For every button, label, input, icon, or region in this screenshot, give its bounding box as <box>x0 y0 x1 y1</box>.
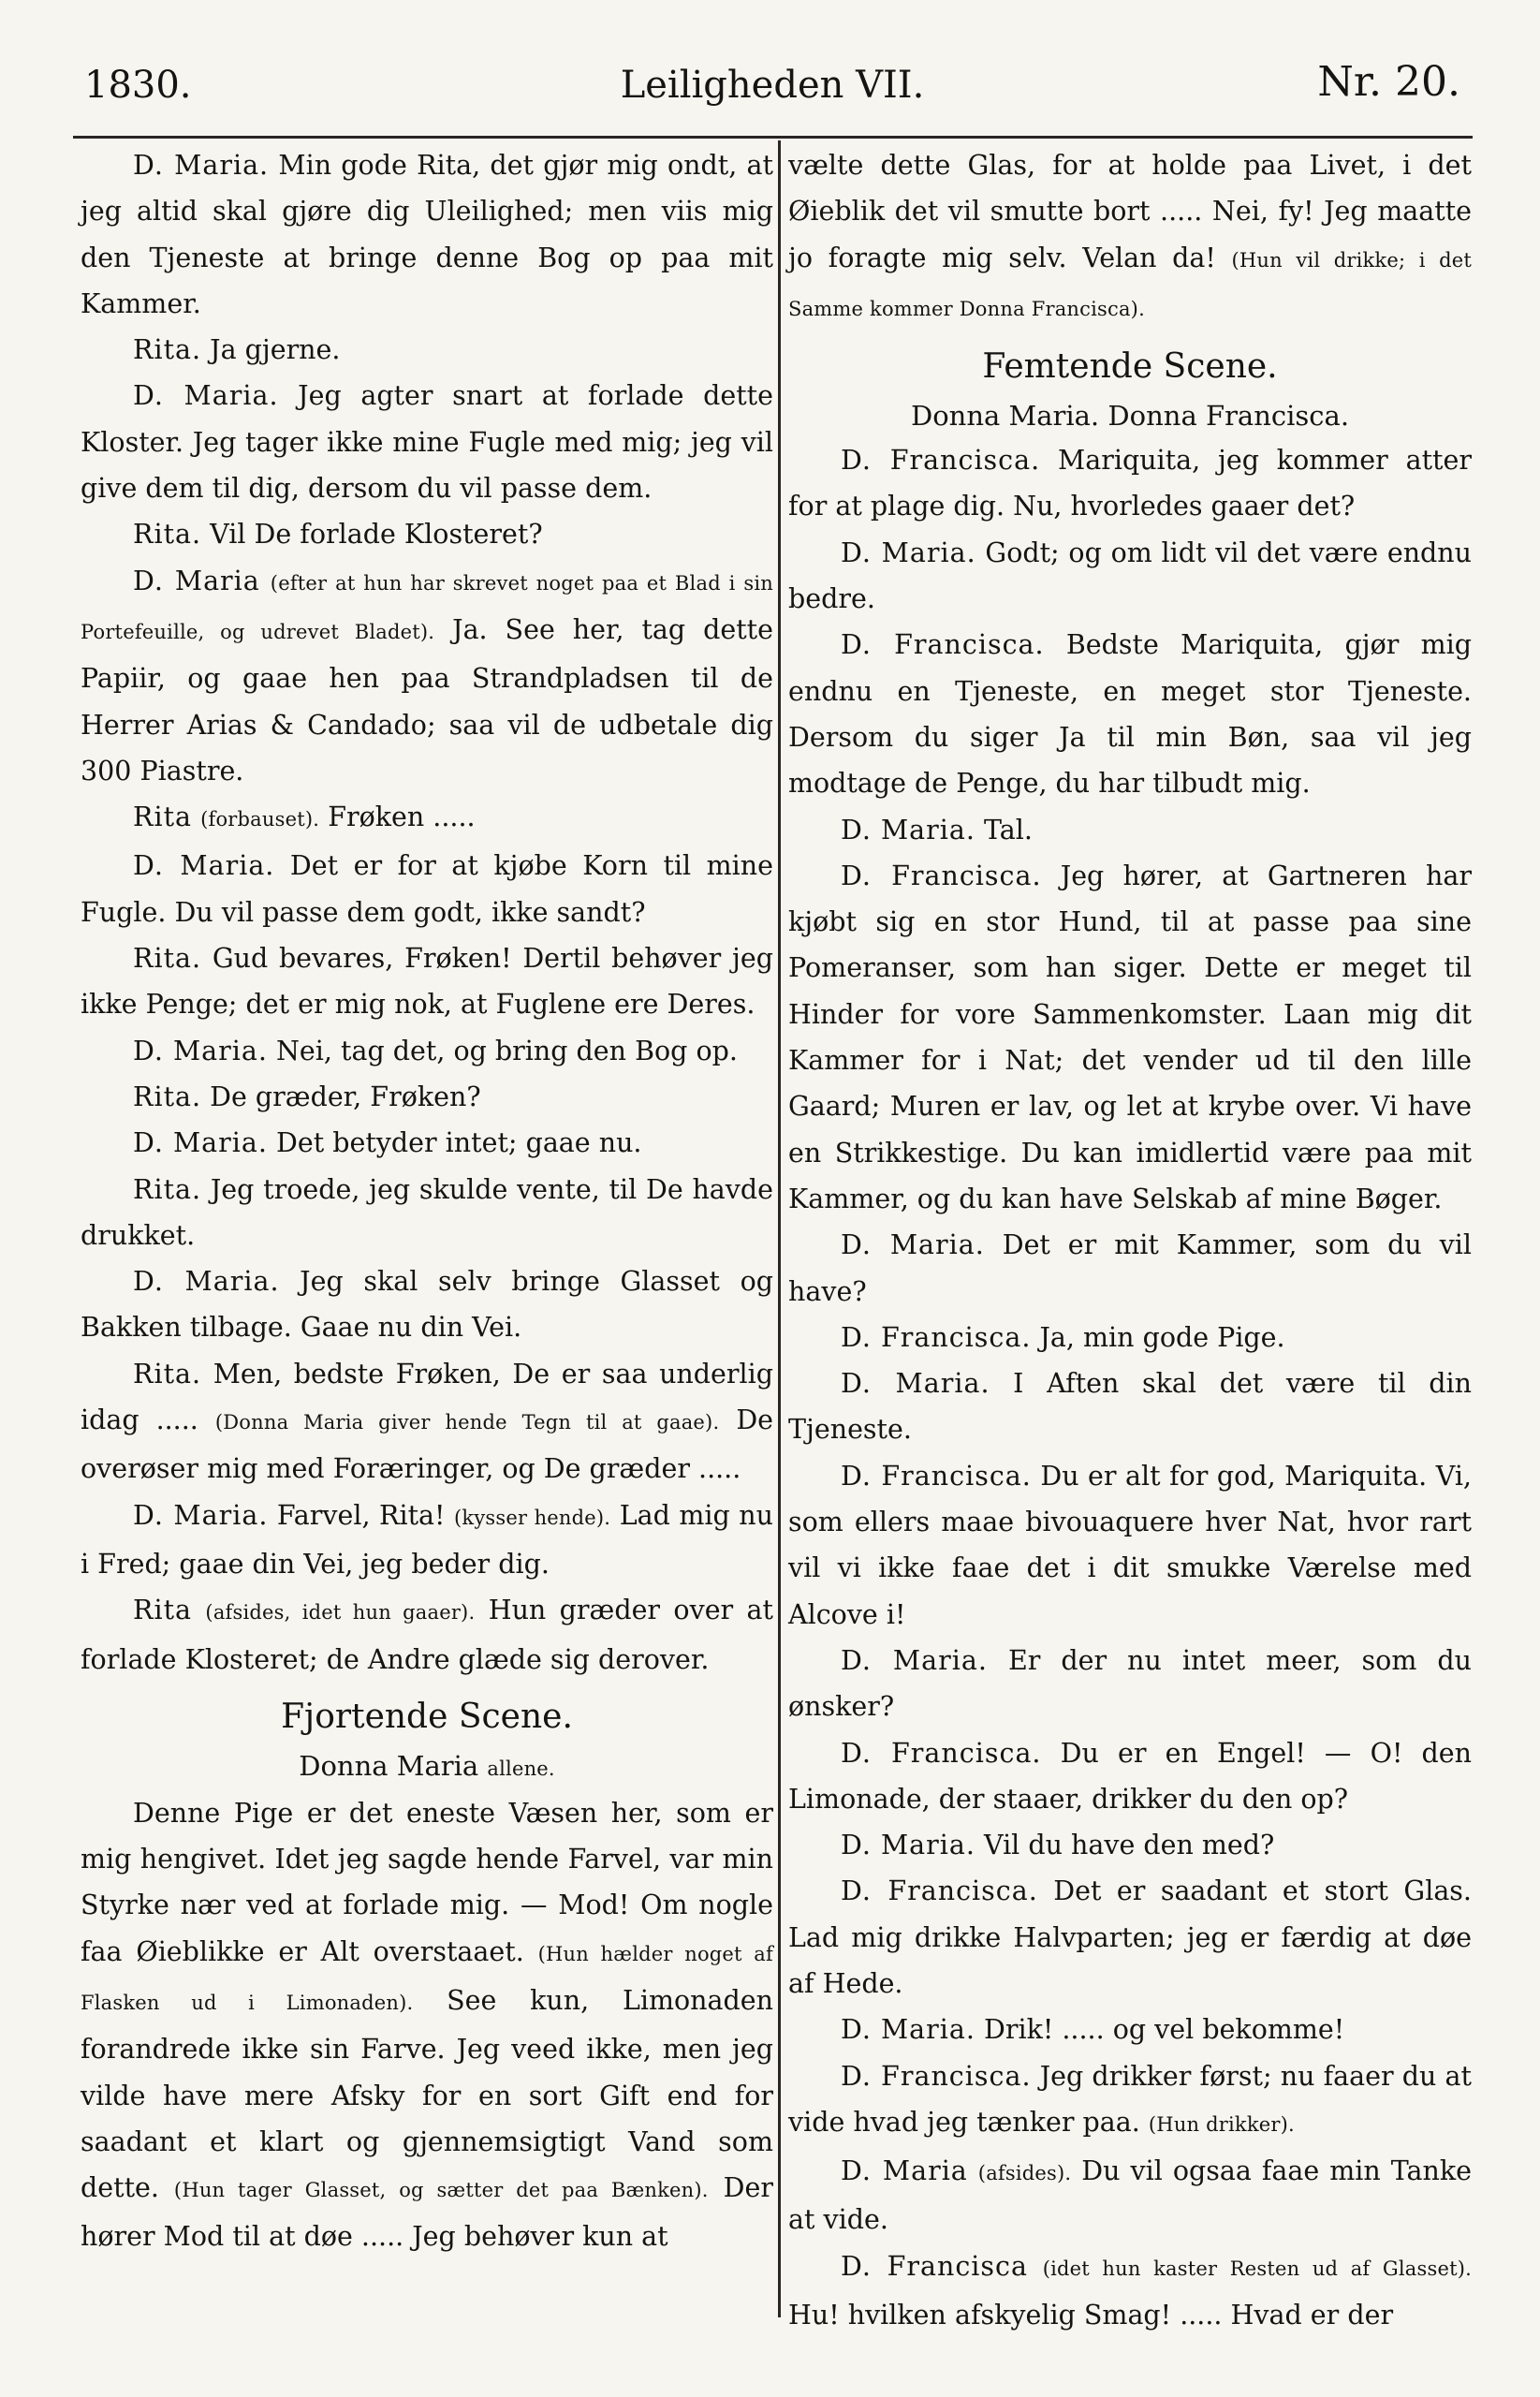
speech-text: Jeg skal selv bringe Glasset og Bakken tilbage. Gaae nu din Vei. <box>81 1266 773 1344</box>
speech-text: Det er for at kjøbe Korn til mine Fugle. Du vil passe dem godt, ikke sandt? <box>81 850 773 928</box>
stage-direction: (afsides). <box>977 2162 1072 2185</box>
speech <box>788 1822 1472 1868</box>
stage-direction: (efter at hun har skrevet noget paa et Blad i sin Portefeuille, og udrevet Bladet). <box>81 571 773 643</box>
speech-text: Vil du have den med? <box>983 1830 1275 1861</box>
left-column <box>81 142 773 2260</box>
speaker-name: D. Maria <box>133 565 260 596</box>
scene-14-monologue <box>81 1790 773 2260</box>
speech <box>81 1120 773 1166</box>
speech-text: Men, bedste Frøken, De er saa underlig idag ..... <box>81 1358 773 1436</box>
speech-text: Hu! hvilken afskyelig Smag! ..... Hvad er der <box>788 2300 1394 2331</box>
speaker-name: D. Maria. <box>133 380 279 412</box>
speaker-name: Rita. <box>133 334 202 366</box>
stage-direction: (kysser hende). <box>454 1506 611 1529</box>
speaker-name: D. Maria. <box>841 1830 975 1861</box>
speech-text: Drik! ..... og vel bekomme! <box>983 2014 1345 2046</box>
stage-direction: (forbauset). <box>200 808 320 831</box>
speech-text: Tal. <box>983 814 1033 846</box>
scene-14-cast-note: allene. <box>487 1757 555 1780</box>
speech-text: Nei, tag det, og bring den Bog op. <box>275 1035 738 1066</box>
speech-text: Lad mig nu i Fred; gaae din Vei, jeg beder dig. <box>81 1499 774 1580</box>
speaker-name: D. Francisca. <box>841 860 1042 891</box>
speech <box>81 327 773 373</box>
monologue-stage-2: (Hun tager Glasset, og sætter det paa Bænken). <box>173 2179 709 2202</box>
speaker-name: D. Maria. <box>133 1266 280 1298</box>
speaker-name: D. Maria. <box>133 150 270 181</box>
speech-text: Du er alt for god, Mariquita. Vi, som ellers maae bivouaquere hver Nat, hvor rart vil vi ikke faae det i dit smukke Værelse med Alcove i! <box>788 1460 1472 1630</box>
speaker-name: D. Francisca. <box>841 2060 1032 2092</box>
scene-15-cast: Donna Maria. Donna Francisca. <box>910 400 1350 433</box>
speech-text: Jeg drikker først; nu faaer du at vide hvad jeg tænker paa. <box>788 2060 1472 2138</box>
speaker-name: D. Francisca. <box>841 1875 1038 1907</box>
speech <box>788 1868 1472 2007</box>
speech <box>788 2243 1472 2339</box>
speaker-name: Rita. <box>133 943 202 975</box>
page-header <box>84 45 1460 129</box>
speech <box>81 935 773 1028</box>
speaker-name: Rita <box>133 801 193 833</box>
header-rule <box>73 136 1473 139</box>
header-issue-number: Nr. 20. <box>1317 58 1460 106</box>
speech <box>81 1351 773 1493</box>
speech <box>788 1360 1472 1453</box>
speech <box>788 2148 1472 2243</box>
speech-text: Det er saadant et stort Glas. Lad mig drikke Halvparten; jeg er færdig at døe af Hede. <box>788 1875 1472 1999</box>
monologue-part-2: See kun, Limonaden forandrede ikke sin Farve. Jeg veed ikke, men jeg vilde have mere Afsky for en sort Gift end for saadant et klart og gjennemsigtigt Vand som dette. <box>81 1984 773 2204</box>
monologue-continuation <box>788 142 1472 332</box>
speaker-name: D. Maria. <box>841 1368 990 1400</box>
speech <box>788 1222 1472 1315</box>
scene-14-cast-name: Donna Maria <box>299 1749 479 1782</box>
speech-text: Godt; og om lidt vil det være endnu bedre. <box>788 537 1473 615</box>
speech <box>81 511 773 557</box>
continuation-stage: (Hun vil drikke; i det Samme kommer Donna Francisca). <box>788 248 1472 320</box>
speech-text: Frøken ..... <box>328 801 476 833</box>
stage-direction: (afsides, idet hun gaaer). <box>205 1601 476 1625</box>
speech-text: Ja gjerne. <box>210 334 341 366</box>
speech <box>81 1028 773 1074</box>
speech <box>788 853 1472 1222</box>
speech <box>81 1258 773 1351</box>
speech-text: Ja, min gode Pige. <box>1039 1321 1285 1353</box>
speaker-name: D. Maria. <box>841 1644 988 1676</box>
right-speeches <box>788 437 1472 2338</box>
speech <box>788 437 1472 530</box>
speech-text: Min gode Rita, det gjør mig ondt, at jeg altid skal gjøre dig Uleilighed; men viis mig den Tjeneste at bringe denne Bog op paa mit Kammer. <box>81 150 773 319</box>
monologue-part-1: Denne Pige er det eneste Væsen her, som er mig hengivet. Idet jeg sagde hende Farvel, var min Styrke nær ved at forlade mig. — Mod! Om nogle faa Øieblikke er Alt overstaaet. <box>81 1797 773 1967</box>
speech <box>81 1493 773 1588</box>
speaker-name: D. Maria. <box>841 2014 975 2046</box>
speech-text: Ja. See her, tag dette Papiir, og gaae hen paa Strandpladsen til de Herrer Arias & Candado; saa vil de udbetale dig 300 Piastre. <box>81 613 773 787</box>
speech <box>788 1730 1472 1823</box>
speaker-name: D. Maria. <box>841 814 975 846</box>
speaker-name: D. Maria. <box>133 850 275 882</box>
speech <box>788 1453 1472 1638</box>
speech <box>81 1074 773 1120</box>
speech-text: Det er mit Kammer, som du vil have? <box>788 1229 1472 1307</box>
speech-text: Du er en Engel! — O! den Limonade, der staaer, drikker du den op? <box>788 1737 1472 1815</box>
speaker-name: D. Francisca. <box>841 1321 1032 1353</box>
speech <box>788 2053 1472 2149</box>
speaker-name: Rita. <box>133 1358 202 1390</box>
speech-text: Farvel, Rita! <box>276 1499 446 1531</box>
speaker-name: D. Maria. <box>133 1127 268 1159</box>
speech-text: Mariquita, jeg kommer atter for at plage dig. Nu, hvorledes gaaer det? <box>788 445 1472 522</box>
speaker-name: D. Maria <box>841 2155 968 2187</box>
speech-text: Jeg agter snart at forlade dette Kloster. Jeg tager ikke mine Fugle med mig; jeg vil give dem til dig, dersom du vil passe dem. <box>81 380 774 505</box>
speech <box>788 1315 1472 1360</box>
speaker-name: Rita. <box>133 519 202 551</box>
speech-text: Du vil ogsaa faae min Tanke at vide. <box>788 2155 1472 2236</box>
speaker-name: D. Maria. <box>133 1499 269 1531</box>
speaker-name: D. Maria. <box>841 1229 985 1261</box>
speech-text: Jeg hører, at Gartneren har kjøbt sig en stor Hund, til at passe paa sine Pomeranser, som han siger. Dette er meget til Hinder for vore Sammenkomster. Laan mig dit Kammer for i Nat; det vender ud til den lille Gaard; Muren er lav, og let at krybe over. Vi have en Strikkestige. Du kan imidlertid være paa mit Kammer, og du kan have Selskab af mine Bøger. <box>788 860 1472 1214</box>
monologue-part-3: Der hører Mod til at døe ..... Jeg behøver kun at <box>81 2172 773 2253</box>
speech <box>81 794 773 843</box>
speaker-name: D. Maria. <box>841 537 976 568</box>
continuation-text: vælte dette Glas, for at holde paa Livet, i det Øieblik det vil smutte bort ..... Nei, fy! Jeg maatte jo foragte mig selv. Velan da! <box>788 150 1472 273</box>
speech-text: Hun græder over at forlade Klosteret; de Andre glæde sig derover. <box>81 1595 774 1675</box>
speech-text: Vil De forlade Klosteret? <box>210 519 543 551</box>
speaker-name: D. Francisca <box>841 2250 1028 2282</box>
speech-text: Er der nu intet meer, som du ønsker? <box>788 1644 1473 1723</box>
speech-text: De græder, Frøken? <box>210 1081 481 1112</box>
monologue-stage-1: (Hun hælder noget af Flasken ud i Limonaden). <box>81 1942 774 2014</box>
speaker-name: D. Francisca. <box>841 1737 1042 1769</box>
speaker-name: Rita <box>133 1595 193 1626</box>
speaker-name: Rita. <box>133 1173 202 1205</box>
stage-direction: (Hun drikker). <box>1148 2112 1295 2136</box>
speech-text: I Aften skal det være til din Tjeneste. <box>788 1368 1472 1446</box>
speech <box>788 807 1472 853</box>
speech <box>788 1638 1472 1730</box>
speech <box>81 843 773 935</box>
speech <box>81 373 773 511</box>
left-speeches <box>81 142 773 1683</box>
right-column <box>788 142 1472 2338</box>
speech <box>81 1587 773 1683</box>
speaker-name: D. Francisca. <box>841 629 1045 661</box>
speech <box>81 1167 773 1259</box>
speech-text: Det betyder intet; gaae nu. <box>275 1127 642 1159</box>
speech <box>788 622 1472 806</box>
stage-direction: (Donna Maria giver hende Tegn til at gaae). <box>214 1411 720 1434</box>
speaker-name: D. Francisca. <box>841 1460 1032 1492</box>
speech-text: Gud bevares, Frøken! Dertil behøver jeg ikke Penge; det er mig nok, at Fuglene ere Deres. <box>81 943 773 1021</box>
speech <box>81 142 773 327</box>
scene-14-title: Fjortende Scene. <box>281 1697 573 1736</box>
header-year: 1830. <box>84 64 192 107</box>
scene-15-title: Femtende Scene. <box>982 347 1278 387</box>
speaker-name: D. Maria. <box>133 1035 268 1066</box>
speech <box>788 2007 1472 2052</box>
speech-text: Bedste Mariquita, gjør mig endnu en Tjeneste, en meget stor Tjeneste. Dersom du siger Ja til min Bøn, saa vil jeg modtage de Penge, du har tilbudt mig. <box>788 629 1472 800</box>
speech-text: De overøser mig med Foræringer, og De græder ..... <box>81 1404 774 1485</box>
stage-direction: (idet hun kaster Resten ud af Glasset). <box>1042 2257 1473 2280</box>
column-divider <box>778 140 781 2317</box>
speech <box>81 558 773 794</box>
scene-14-cast <box>81 1744 773 1790</box>
header-title: Leiligheden VII. <box>620 64 925 107</box>
speaker-name: Rita. <box>133 1081 202 1112</box>
speaker-name: D. Francisca. <box>841 445 1041 477</box>
speech-text: Jeg troede, jeg skulde vente, til De havde drukket. <box>81 1173 773 1251</box>
speech <box>788 530 1472 623</box>
